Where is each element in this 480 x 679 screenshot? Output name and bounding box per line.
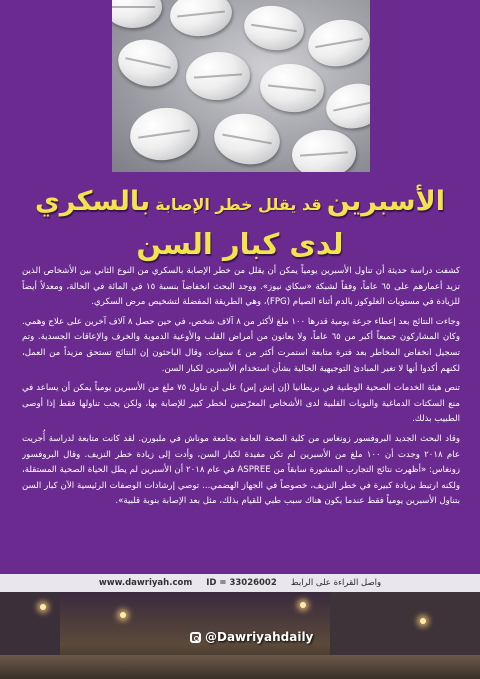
paragraph: تنص هيئة الخدمات الصحية الوطنية في بريطانيا (إن إتش إس) على أن تناول ٧٥ ملغ من الأسبرين يومياً يمكن أن يساعد في منع السكتات الدماغية والنوبات القلبية لدى الأشخاص المعرّضين لخطر كبير للإصابة بها، ولكن يجب تناولها فقط إذا أوصى الطبيب بذلك. xyxy=(22,383,460,425)
social-handle[interactable] xyxy=(190,630,313,644)
title-line-1 xyxy=(20,182,460,225)
pill xyxy=(112,0,162,28)
title-line-2: لدى كبار السن xyxy=(136,227,344,261)
pill xyxy=(127,104,202,165)
instagram-icon xyxy=(190,632,201,643)
paragraph: كشفت دراسة حديثة أن تناول الأسبرين يومياً يمكن أن يقلل من خطر الإصابة بالسكري من النوع الثاني بين الأشخاص الذين تزيد أعمارهم على ٦٥ عاماً، وفقاً لشبكة «سكاي نيوز». ووجد البحث انخفاضاً بنسبة ١٥ في المائة في الحالة، ومعدلاً أيضاً للزيادة في مستويات الغلوكوز بالدم أثناء الصيام (FPG)، وهي الطريقة المفضلة لتشخيص مرض السكري. xyxy=(22,266,460,308)
building xyxy=(0,592,60,659)
pill xyxy=(168,0,234,39)
aspirin-pills-photo xyxy=(112,0,370,172)
street-light xyxy=(40,604,46,610)
pill xyxy=(290,128,357,172)
article-id: ID = 33026002 xyxy=(206,578,277,588)
continue-reading-label: واصل القراءة على الرابط xyxy=(290,578,382,588)
pill xyxy=(258,61,327,115)
article-body xyxy=(22,264,460,570)
pill xyxy=(184,50,251,102)
paragraph: وقاد البحث الجديد البروفسور زونغاس من كلية الصحة العامة بجامعة موناش في ملبورن. لقد كانت متابعة لدراسة أُجريت عام ٢٠١٨ وجدت أن ١٠٠ ملغ من الأسبرين لم تكن مفيدة لكبار السن، وأدت إلى زيادة خطر النزيف. وقال البروفسور زونغاس: «أظهرت نتائج التجارب المنشورة سابقاً من ASPREE في عام ٢٠١٨ أن الأسبرين لم يطل الحياة الصحية المستقلة، ولكنه ارتبط بزيادة كبيرة في خطر النزيف، خصوصاً في الجهاز الهضمي... توصي إرشادات الوصفات الرئيسية الآن كبار السن بتناول الأسبرين يومياً فقط عندما يكون هناك سبب طبي للقيام بذلك، مثل بعد الإصابة بنوبة قلبية». xyxy=(22,433,460,507)
pill xyxy=(241,2,307,54)
building xyxy=(330,592,480,659)
continue-reading-bar xyxy=(0,574,480,592)
pill xyxy=(304,15,370,71)
title-keyword-aspirin: الأسبرين xyxy=(326,186,445,217)
pill xyxy=(322,78,370,133)
handle-text: @Dawriyahdaily xyxy=(205,630,314,644)
title-keyword-diabetes: بالسكري xyxy=(35,186,151,217)
paragraph: وجاءت النتائج بعد إعطاء جرعة يومية قدرها ١٠٠ ملغ لأكثر من ٨ آلاف شخص، في حين حصل ٨ آلاف آخرين على علاج وهمي. وكان المشاركون جميعاً أكبر من ٦٥ عاماً، ولا يعانون من أمراض القلب والأوعية الدموية والخرف والإعاقات الجسدية. وتم تسجيل انخفاض المخاطر بعد فترة متابعة استمرت أكثر من ٤ سنوات. وقال الباحثون إن النتائج تستحق مزيداً من العمل، لكنهم أكدوا أنها لا تغير المبادئ التوجيهية الحالية بشأن استخدام الأسبرين لكبار السن. xyxy=(22,316,460,374)
street-light xyxy=(300,602,306,608)
street-light xyxy=(420,618,426,624)
website-link[interactable]: www.dawriyah.com xyxy=(98,578,193,588)
street-night-photo xyxy=(0,592,480,679)
article-title xyxy=(20,182,460,263)
title-middle: قد يقلل خطر الإصابة xyxy=(155,195,322,214)
pill xyxy=(210,109,284,170)
street-ground xyxy=(0,655,480,679)
street-light xyxy=(120,612,126,618)
pill xyxy=(114,34,182,91)
